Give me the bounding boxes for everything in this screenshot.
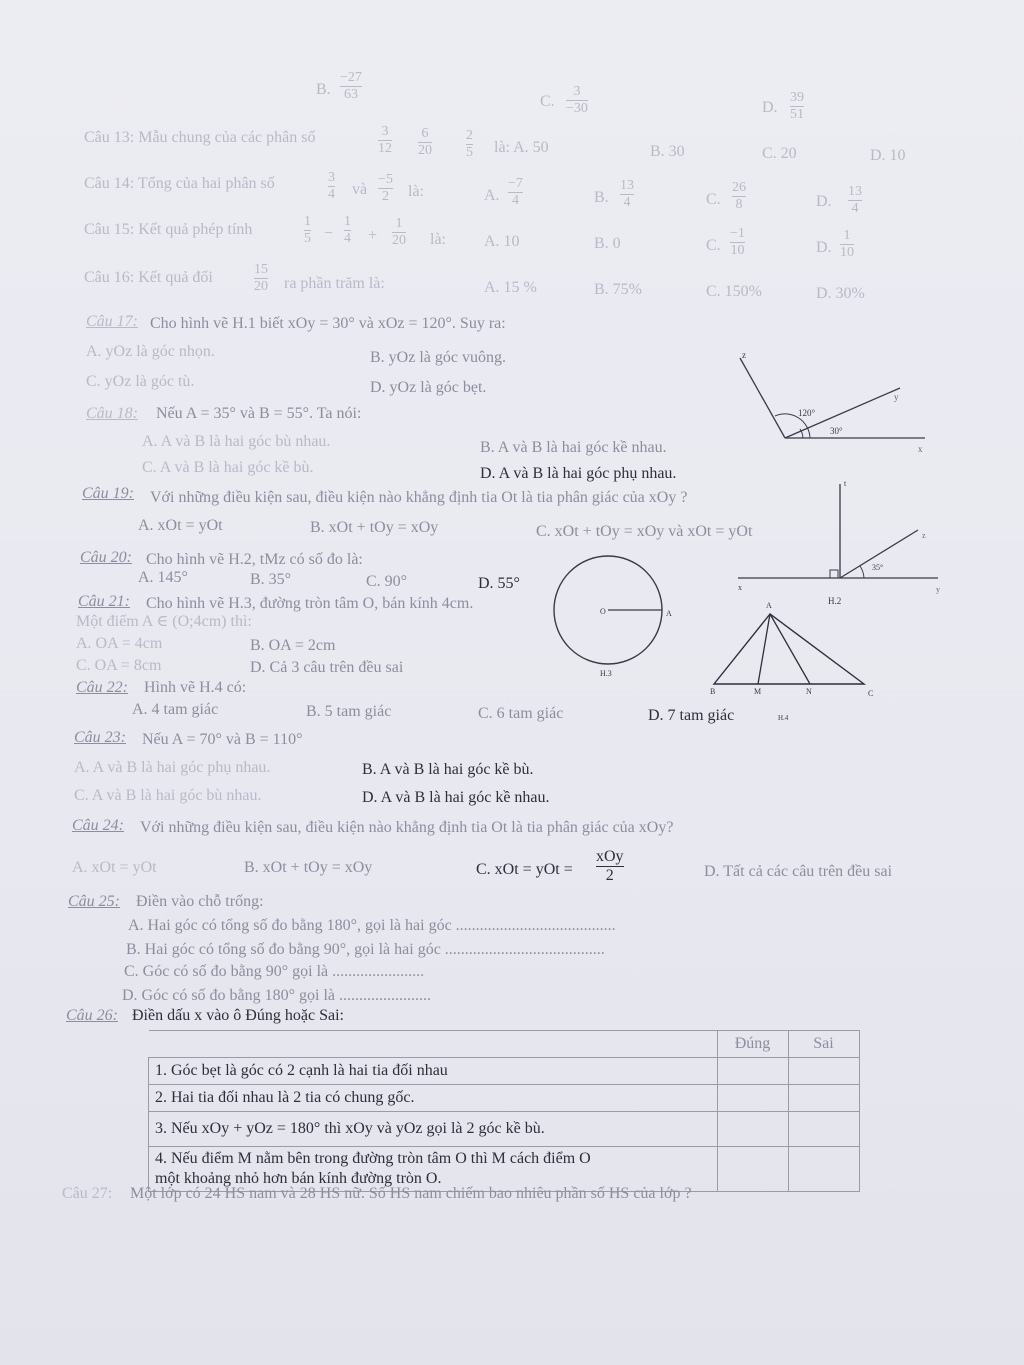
true-cell[interactable] <box>717 1058 788 1085</box>
q20-option-c: C. 90° <box>366 573 408 590</box>
table-row <box>149 1112 860 1147</box>
true-cell[interactable] <box>717 1112 788 1147</box>
q21-option-d: D. Cả 3 câu trên đều sai <box>250 659 404 676</box>
q15-option-c-frac: −1 10 <box>730 226 745 258</box>
ray-oz <box>740 358 785 438</box>
q14-option-c: C. <box>706 191 721 208</box>
q15-plus: + <box>368 227 378 244</box>
false-cell[interactable] <box>788 1085 859 1112</box>
label-x: x <box>738 583 742 592</box>
statement-cell: 1. Góc bẹt là góc có 2 cạnh là hai tia đối nhau <box>149 1058 718 1085</box>
q20-label: Câu 20: <box>80 549 132 566</box>
q16-frac: 15 20 <box>254 262 268 294</box>
q21-label: Câu 21: <box>78 593 130 610</box>
h4-caption: H.4 <box>778 714 789 722</box>
label-x: x <box>918 444 923 454</box>
q22-label: Câu 22: <box>76 679 128 696</box>
q14-frac2: −5 2 <box>378 172 393 204</box>
q15-minus: − <box>324 225 334 242</box>
q21-option-a: A. OA = 4cm <box>76 635 163 652</box>
statement-line-2: một khoảng nhỏ hơn bán kính đường tròn O. <box>155 1170 442 1187</box>
q16-text: Câu 16: Kết quả đổi <box>84 269 213 286</box>
q15-option-b: B. 0 <box>594 235 621 252</box>
table-header-false: Sai <box>788 1031 859 1058</box>
q22-text: Hình vẽ H.4 có: <box>144 679 247 696</box>
q18-label: Câu 18: <box>86 405 138 422</box>
h2-caption: H.2 <box>828 596 842 606</box>
q23-label: Câu 23: <box>74 729 126 746</box>
q13-option-b: B. 30 <box>650 143 685 160</box>
label-y: y <box>936 585 940 594</box>
true-false-table <box>148 1030 860 1192</box>
q15-option-c: C. <box>706 237 721 254</box>
option-c-fraction: 3 −30 <box>566 84 588 116</box>
q13-text: Câu 13: Mẫu chung của các phân số <box>84 129 316 146</box>
label-30: 30° <box>830 426 843 436</box>
q22-option-d: D. 7 tam giác <box>648 707 735 724</box>
q14-frac1: 3 4 <box>328 170 335 202</box>
q20-option-b: B. 35° <box>250 571 292 588</box>
q23-text: Nếu A = 70° và B = 110° <box>142 731 303 748</box>
table-row <box>149 1085 860 1112</box>
q24-option-a: A. xOt = yOt <box>72 859 157 876</box>
q17-label: Câu 17: <box>86 313 138 330</box>
table-header-statement <box>149 1031 718 1058</box>
q24-option-b: B. xOt + tOy = xOy <box>244 859 373 876</box>
table-header-row <box>149 1031 860 1058</box>
label-t: t <box>844 479 847 488</box>
q24-text: Với những điều kiện sau, điều kiện nào khẳng định tia Ot là tia phân giác của xOy? <box>140 819 674 836</box>
right-angle-mark <box>830 570 838 578</box>
q13-frac3: 2 5 <box>466 128 473 160</box>
label-c: C <box>868 689 874 698</box>
arc-35 <box>860 566 864 578</box>
q24-option-c: C. xOt = yOt = <box>476 861 573 878</box>
label-z: z <box>742 350 746 360</box>
q13-tail: là: A. 50 <box>494 139 549 156</box>
table-header-true: Đúng <box>717 1031 788 1058</box>
label-z: z <box>922 531 926 540</box>
q17-option-a: A. yOz là góc nhọn. <box>86 343 215 360</box>
q14-and: và <box>352 181 368 198</box>
q15-option-d: D. <box>816 239 832 256</box>
triangle-abc <box>714 614 864 684</box>
q23-option-b: B. A và B là hai góc kề bù. <box>362 761 534 778</box>
label-y: y <box>894 392 899 402</box>
q19-option-a: A. xOt = yOt <box>138 517 223 534</box>
q13-frac2: 6 20 <box>418 126 432 158</box>
q25-label: Câu 25: <box>68 893 120 910</box>
figure-h1 <box>730 350 930 460</box>
option-d-label: D. <box>762 99 778 116</box>
q23-option-d: D. A và B là hai góc kề nhau. <box>362 789 550 806</box>
false-cell[interactable] <box>788 1112 859 1147</box>
q22-option-c: C. 6 tam giác <box>478 705 564 722</box>
statement-line-1: 4. Nếu điểm M nằm bên trong đường tròn tâm O thì M cách điểm O <box>155 1150 591 1167</box>
q14-option-c-frac: 26 8 <box>732 180 746 212</box>
q24-label: Câu 24: <box>72 817 124 834</box>
q14-text: Câu 14: Tổng của hai phân số <box>84 175 275 192</box>
q24-option-d: D. Tất cả các câu trên đều sai <box>704 863 893 880</box>
q14-option-a-frac: −7 4 <box>508 176 523 208</box>
q13-option-c: C. 20 <box>762 145 797 162</box>
q27-text: Một lớp có 24 HS nam và 28 HS nữ. Số HS nam chiếm bao nhiêu phần số HS của lớp ? <box>130 1185 692 1202</box>
figure-h2 <box>730 478 950 608</box>
q25-item-c: C. Góc có số đo bằng 90° gọi là ....................... <box>124 963 425 980</box>
q21-text: Cho hình vẽ H.3, đường tròn tâm O, bán kính 4cm. <box>146 595 474 612</box>
q25-text: Điền vào chỗ trống: <box>136 893 264 910</box>
q16-tail: ra phần trăm là: <box>284 275 385 292</box>
option-b-label: B. <box>316 81 331 98</box>
label-o: O <box>600 607 606 616</box>
q16-option-a: A. 15 % <box>484 279 537 296</box>
label-m: M <box>754 687 762 696</box>
label-a: A <box>666 609 672 618</box>
statement-cell: 2. Hai tia đối nhau là 2 tia có chung gốc. <box>149 1085 718 1112</box>
q16-option-c: C. 150% <box>706 283 762 300</box>
q21-line2: Một điểm A ∈ (O;4cm) thì: <box>76 613 252 630</box>
q21-option-b: B. OA = 2cm <box>250 637 336 654</box>
q20-option-a: A. 145° <box>138 569 188 586</box>
true-cell[interactable] <box>717 1085 788 1112</box>
q27-label: Câu 27: <box>62 1185 113 1202</box>
q15-frac1: 1 5 <box>304 214 311 246</box>
label-n: N <box>806 687 812 696</box>
q18-option-d: D. A và B là hai góc phụ nhau. <box>480 465 677 482</box>
q13-frac1: 3 12 <box>378 124 392 156</box>
q13-option-d: D. 10 <box>870 147 906 164</box>
table-row <box>149 1058 860 1085</box>
label-b: B <box>710 687 716 696</box>
segment-am <box>758 614 770 684</box>
q19-text: Với những điều kiện sau, điều kiện nào khẳng định tia Ot là tia phân giác của xOy ? <box>150 489 688 506</box>
q23-option-a: A. A và B là hai góc phụ nhau. <box>74 759 271 776</box>
q26-text: Điền dấu x vào ô Đúng hoặc Sai: <box>132 1007 344 1024</box>
q14-option-b-frac: 13 4 <box>620 178 634 210</box>
q15-frac2: 1 4 <box>344 214 351 246</box>
q15-option-d-frac: 1 10 <box>840 228 854 260</box>
q15-tail: là: <box>430 231 446 248</box>
q14-option-d-frac: 13 4 <box>848 184 862 216</box>
figure-h3 <box>550 552 680 682</box>
q17-option-b: B. yOz là góc vuông. <box>370 349 506 366</box>
option-b-fraction: −27 63 <box>340 70 362 102</box>
q19-option-b: B. xOt + tOy = xOy <box>310 519 439 536</box>
q15-option-a: A. 10 <box>484 233 520 250</box>
q18-option-a: A. A và B là hai góc bù nhau. <box>142 433 331 450</box>
label-a: A <box>766 601 772 610</box>
q14-option-d: D. <box>816 193 832 210</box>
q18-option-b: B. A và B là hai góc kề nhau. <box>480 439 667 456</box>
q17-option-c: C. yOz là góc tù. <box>86 373 195 390</box>
h3-caption: H.3 <box>600 669 612 678</box>
q18-option-c: C. A và B là hai góc kề bù. <box>142 459 314 476</box>
q19-label: Câu 19: <box>82 485 134 502</box>
q22-option-a: A. 4 tam giác <box>132 701 219 718</box>
label-120: 120° <box>798 408 816 418</box>
q25-item-d: D. Góc có số đo bằng 180° gọi là ....................... <box>122 987 432 1004</box>
q25-item-b: B. Hai góc có tổng số đo bằng 90°, gọi là hai góc ........................................ <box>126 941 605 958</box>
true-cell[interactable] <box>717 1147 788 1192</box>
option-c-label: C. <box>540 93 555 110</box>
false-cell[interactable] <box>788 1058 859 1085</box>
q22-option-b: B. 5 tam giác <box>306 703 392 720</box>
q21-option-c: C. OA = 8cm <box>76 657 162 674</box>
q26-label: Câu 26: <box>66 1007 118 1024</box>
q14-option-b: B. <box>594 189 609 206</box>
segment-an <box>770 614 810 684</box>
q15-text: Câu 15: Kết quả phép tính <box>84 221 253 238</box>
false-cell[interactable] <box>788 1147 859 1192</box>
figure-h4 <box>704 598 894 722</box>
q14-tail: là: <box>408 183 424 200</box>
q20-option-d: D. 55° <box>478 575 520 592</box>
q16-option-b: B. 75% <box>594 281 642 298</box>
q24-option-c-frac: xOy 2 <box>596 848 624 884</box>
option-d-fraction: 39 51 <box>790 90 804 122</box>
q16-option-d: D. 30% <box>816 285 865 302</box>
q18-text: Nếu A = 35° và B = 55°. Ta nói: <box>156 405 362 422</box>
q25-item-a: A. Hai góc có tổng số đo bằng 180°, gọi là hai góc ........................................ <box>128 917 616 934</box>
q23-option-c: C. A và B là hai góc bù nhau. <box>74 787 262 804</box>
q19-option-c: C. xOt + tOy = xOy và xOt = yOt <box>536 523 753 540</box>
q17-option-d: D. yOz là góc bẹt. <box>370 379 487 396</box>
q20-text: Cho hình vẽ H.2, tMz có số đo là: <box>146 551 363 568</box>
q15-frac3: 1 20 <box>392 216 406 248</box>
statement-cell: 3. Nếu xOy + yOz = 180° thì xOy và yOz gọi là 2 góc kề bù. <box>149 1112 718 1147</box>
label-35: 35° <box>872 563 884 572</box>
q17-text: Cho hình vẽ H.1 biết xOy = 30° và xOz = 120°. Suy ra: <box>150 315 506 332</box>
q14-option-a: A. <box>484 187 500 204</box>
